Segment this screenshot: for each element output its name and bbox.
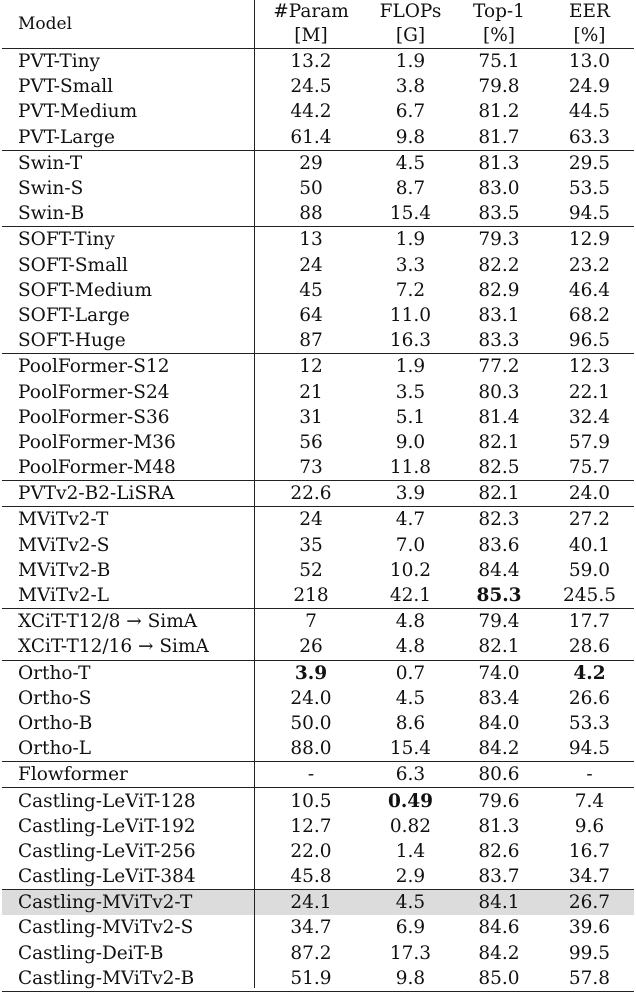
cell-params: 13 <box>254 227 368 253</box>
cell-params: - <box>254 762 368 788</box>
cell-params: 87.2 <box>290 942 332 964</box>
table-row <box>2 711 634 736</box>
table-row <box>2 864 634 890</box>
cell-flops: 7.2 <box>395 279 426 301</box>
cell-eer: 96.5 <box>568 330 611 352</box>
cell-params: 34.7 <box>290 917 332 939</box>
cell-top1: 84.1 <box>453 890 545 916</box>
table-row <box>2 941 634 966</box>
cell-model: MViTv2-S <box>18 534 110 556</box>
cell-params: 64 <box>299 304 323 326</box>
cell-eer: 63.3 <box>568 126 611 148</box>
cell-model: MViTv2-T <box>2 507 254 533</box>
cell-flops: 17.3 <box>389 942 432 964</box>
cell-eer: 24.9 <box>568 76 611 98</box>
table-row <box>2 839 634 864</box>
cell-flops: 3.3 <box>395 254 426 276</box>
cell-eer: 94.5 <box>568 738 611 760</box>
header-top1-label: Top-1 <box>473 1 525 22</box>
cell-params: 24.0 <box>290 687 332 709</box>
cell-params: 3.9 <box>254 660 368 686</box>
cell-eer: 39.6 <box>568 917 611 939</box>
cell-params: 61.4 <box>290 126 332 148</box>
cell-params: 88.0 <box>290 738 332 760</box>
cell-model: PoolFormer-S36 <box>18 406 170 428</box>
table-row <box>2 278 634 303</box>
cell-flops: 15.4 <box>389 738 432 760</box>
cell-flops: 11.0 <box>389 304 432 326</box>
cell-model: PoolFormer-M36 <box>18 431 176 453</box>
cell-flops: 10.2 <box>389 559 432 581</box>
cell-flops: 0.82 <box>389 815 432 837</box>
cell-top1: 84.0 <box>478 712 520 734</box>
cell-model: PVT-Large <box>18 126 115 148</box>
cell-model: SOFT-Huge <box>18 330 126 352</box>
cell-model: PoolFormer-M48 <box>18 457 176 479</box>
header-params-label: #Param <box>273 1 349 22</box>
cell-params: 35 <box>299 534 323 556</box>
cell-top1: 83.7 <box>478 866 520 888</box>
column-divider-model <box>254 0 255 988</box>
cell-model: Ortho-S <box>18 687 92 709</box>
cell-params: 44.2 <box>290 101 332 123</box>
cell-params: 29 <box>254 150 368 176</box>
header-eer <box>545 0 634 49</box>
cell-model: SOFT-Small <box>18 254 128 276</box>
cell-flops: 2.9 <box>395 866 426 888</box>
table-row <box>2 379 634 404</box>
cell-top1: 81.3 <box>478 815 520 837</box>
cell-eer: 53.3 <box>568 712 611 734</box>
table-row <box>2 405 634 430</box>
cell-flops: 4.5 <box>395 687 426 709</box>
cell-model: Castling-MViTv2-S <box>18 917 194 939</box>
header-row <box>2 0 634 49</box>
cell-eer: 12.9 <box>545 227 634 253</box>
table-row <box>2 634 634 660</box>
cell-model: SOFT-Medium <box>18 279 152 301</box>
cell-top1: 77.2 <box>453 354 545 380</box>
cell-params: 12.7 <box>290 815 332 837</box>
cell-flops: 0.49 <box>368 788 453 814</box>
cell-eer: 44.5 <box>568 101 611 123</box>
cell-model: Castling-DeiT-B <box>18 942 164 964</box>
table-row <box>2 609 634 635</box>
cell-params: 24 <box>299 254 323 276</box>
table-row <box>2 507 634 533</box>
cell-eer: 26.6 <box>568 687 611 709</box>
cell-top1: 80.3 <box>478 381 520 403</box>
cell-model: Castling-LeViT-128 <box>2 788 254 814</box>
cell-model: PVT-Medium <box>18 101 138 123</box>
cell-top1: 82.1 <box>478 636 520 658</box>
table-row <box>2 915 634 940</box>
cell-flops: 11.8 <box>389 457 432 479</box>
cell-model: Swin-B <box>18 203 85 225</box>
cell-eer: 29.5 <box>545 150 634 176</box>
cell-flops: 9.0 <box>395 431 426 453</box>
cell-params: 88 <box>299 203 323 225</box>
cell-eer: - <box>545 762 634 788</box>
cell-params: 10.5 <box>254 788 368 814</box>
cell-params: 22.6 <box>254 481 368 507</box>
cell-eer: 13.0 <box>545 49 634 75</box>
cell-flops: 4.7 <box>368 507 453 533</box>
cell-top1: 85.0 <box>453 966 545 992</box>
cell-eer: 9.6 <box>574 815 605 837</box>
cell-params: 51.9 <box>254 966 368 992</box>
cell-top1: 84.4 <box>478 559 520 581</box>
cell-model: PVT-Tiny <box>2 49 254 75</box>
cell-top1: 81.2 <box>478 101 520 123</box>
cell-top1: 83.0 <box>478 178 520 200</box>
cell-top1: 82.3 <box>453 507 545 533</box>
cell-flops: 1.9 <box>368 49 453 75</box>
cell-model: SOFT-Tiny <box>2 227 254 253</box>
header-flops-label: FLOPs <box>379 1 442 22</box>
cell-top1: 81.3 <box>453 150 545 176</box>
cell-eer: 57.9 <box>568 431 611 453</box>
table-row <box>2 125 634 151</box>
header-top1 <box>453 0 545 49</box>
cell-flops: 8.6 <box>395 712 426 734</box>
cell-eer: 99.5 <box>568 942 611 964</box>
cell-top1: 82.5 <box>478 457 520 479</box>
table-row <box>2 558 634 583</box>
cell-top1: 79.3 <box>453 227 545 253</box>
cell-model: PoolFormer-S12 <box>2 354 254 380</box>
table-body <box>2 49 634 992</box>
cell-eer: 26.7 <box>545 890 634 916</box>
cell-flops: 7.0 <box>395 534 426 556</box>
cell-flops: 6.9 <box>395 917 426 939</box>
header-params-unit: [M] <box>294 25 328 46</box>
cell-top1: 83.6 <box>478 534 520 556</box>
table-row <box>2 533 634 558</box>
table-row <box>2 814 634 839</box>
cell-top1: 79.8 <box>478 76 520 98</box>
cell-top1: 84.2 <box>478 942 520 964</box>
cell-eer: 245.5 <box>563 585 616 607</box>
cell-params: 24.5 <box>290 76 332 98</box>
cell-model: Castling-LeViT-384 <box>18 866 196 888</box>
results-table <box>2 0 634 992</box>
table-row <box>2 176 634 201</box>
cell-model: MViTv2-L <box>18 585 109 607</box>
cell-params: 218 <box>293 585 329 607</box>
cell-eer: 7.4 <box>545 788 634 814</box>
cell-model: XCiT-T12/8 → SimA <box>2 609 254 635</box>
cell-top1: 82.2 <box>478 254 520 276</box>
cell-eer: 28.6 <box>568 636 611 658</box>
cell-params: 45.8 <box>290 866 332 888</box>
header-top1-unit: [%] <box>482 25 515 46</box>
table-row <box>2 201 634 227</box>
cell-model: SOFT-Large <box>18 304 130 326</box>
cell-top1: 82.1 <box>453 481 545 507</box>
cell-eer: 17.7 <box>545 609 634 635</box>
cell-top1: 83.5 <box>478 203 520 225</box>
table-row <box>2 74 634 99</box>
cell-params: 50 <box>299 178 323 200</box>
table-row <box>2 430 634 455</box>
cell-params: 12 <box>254 354 368 380</box>
table-row <box>2 253 634 278</box>
cell-top1: 82.6 <box>478 840 520 862</box>
cell-top1: 81.7 <box>478 126 520 148</box>
cell-params: 26 <box>299 636 323 658</box>
cell-flops: 3.8 <box>395 76 426 98</box>
cell-eer: 94.5 <box>568 203 611 225</box>
cell-flops: 4.8 <box>395 636 426 658</box>
cell-flops: 4.5 <box>368 150 453 176</box>
cell-flops: 4.8 <box>368 609 453 635</box>
cell-top1: 81.4 <box>478 406 520 428</box>
cell-top1: 74.0 <box>453 660 545 686</box>
header-params <box>254 0 368 49</box>
cell-top1: 85.3 <box>476 585 522 607</box>
cell-eer: 27.2 <box>545 507 634 533</box>
cell-top1: 82.9 <box>478 279 520 301</box>
cell-eer: 12.3 <box>545 354 634 380</box>
header-model: Model <box>2 0 254 49</box>
table-row <box>2 328 634 354</box>
table-row <box>2 99 634 124</box>
cell-model: Castling-LeViT-192 <box>18 815 196 837</box>
cell-params: 50.0 <box>290 712 332 734</box>
cell-eer: 68.2 <box>568 304 611 326</box>
cell-top1: 84.2 <box>478 738 520 760</box>
cell-params: 31 <box>299 406 323 428</box>
cell-params: 21 <box>299 381 323 403</box>
cell-flops: 9.8 <box>395 126 426 148</box>
cell-flops: 1.9 <box>368 227 453 253</box>
cell-params: 7 <box>254 609 368 635</box>
cell-flops: 42.1 <box>389 585 432 607</box>
cell-eer: 40.1 <box>568 534 611 556</box>
cell-eer: 57.8 <box>545 966 634 992</box>
cell-top1: 82.1 <box>478 431 520 453</box>
header-flops <box>368 0 453 49</box>
cell-flops: 4.5 <box>368 890 453 916</box>
cell-eer: 32.4 <box>568 406 611 428</box>
cell-model: PVTv2-B2-LiSRA <box>2 481 254 507</box>
cell-model: Swin-S <box>18 178 84 200</box>
table-row <box>2 49 634 75</box>
cell-params: 56 <box>299 431 323 453</box>
table-row <box>2 788 634 814</box>
cell-eer: 24.0 <box>545 481 634 507</box>
cell-flops: 3.9 <box>368 481 453 507</box>
cell-eer: 34.7 <box>568 866 611 888</box>
cell-model: XCiT-T12/16 → SimA <box>18 636 209 658</box>
table-row <box>2 890 634 916</box>
cell-flops: 6.7 <box>395 101 426 123</box>
cell-params: 24.1 <box>254 890 368 916</box>
cell-top1: 79.4 <box>453 609 545 635</box>
table-row <box>2 227 634 253</box>
cell-flops: 6.3 <box>368 762 453 788</box>
cell-params: 52 <box>299 559 323 581</box>
cell-params: 45 <box>299 279 323 301</box>
cell-top1: 83.4 <box>478 687 520 709</box>
header-eer-unit: [%] <box>573 25 606 46</box>
cell-eer: 75.7 <box>568 457 611 479</box>
cell-model: MViTv2-B <box>18 559 111 581</box>
cell-model: PoolFormer-S24 <box>18 381 170 403</box>
cell-flops: 1.4 <box>395 840 426 862</box>
cell-top1: 83.3 <box>478 330 520 352</box>
table-row <box>2 303 634 328</box>
cell-top1: 79.6 <box>453 788 545 814</box>
cell-top1: 80.6 <box>453 762 545 788</box>
cell-flops: 3.5 <box>395 381 426 403</box>
cell-eer: 53.5 <box>568 178 611 200</box>
cell-model: PVT-Small <box>18 76 114 98</box>
table-header <box>2 0 634 49</box>
table-row <box>2 686 634 711</box>
cell-model: Ortho-T <box>2 660 254 686</box>
cell-top1: 84.6 <box>478 917 520 939</box>
cell-flops: 1.9 <box>368 354 453 380</box>
cell-flops: 5.1 <box>395 406 426 428</box>
table-row <box>2 455 634 481</box>
cell-model: Swin-T <box>2 150 254 176</box>
cell-model: Ortho-B <box>18 712 93 734</box>
table-row <box>2 660 634 686</box>
cell-model: Flowformer <box>2 762 254 788</box>
table-row <box>2 481 634 507</box>
header-eer-label: EER <box>569 1 610 22</box>
cell-eer: 4.2 <box>545 660 634 686</box>
cell-flops: 16.3 <box>389 330 432 352</box>
table-row <box>2 583 634 609</box>
cell-params: 13.2 <box>254 49 368 75</box>
cell-params: 87 <box>299 330 323 352</box>
table-row <box>2 762 634 788</box>
cell-eer: 59.0 <box>568 559 611 581</box>
cell-params: 24 <box>254 507 368 533</box>
table-row <box>2 736 634 762</box>
cell-model: Castling-MViTv2-B <box>2 966 254 992</box>
table-row <box>2 150 634 176</box>
cell-flops: 8.7 <box>395 178 426 200</box>
cell-flops: 0.7 <box>368 660 453 686</box>
cell-flops: 15.4 <box>389 203 432 225</box>
cell-model: Castling-LeViT-256 <box>18 840 196 862</box>
cell-model: Ortho-L <box>18 738 92 760</box>
cell-eer: 16.7 <box>568 840 611 862</box>
cell-flops: 9.8 <box>368 966 453 992</box>
cell-eer: 22.1 <box>568 381 611 403</box>
table-row <box>2 354 634 380</box>
cell-top1: 83.1 <box>478 304 520 326</box>
cell-top1: 75.1 <box>453 49 545 75</box>
cell-params: 22.0 <box>290 840 332 862</box>
cell-eer: 23.2 <box>568 254 611 276</box>
cell-params: 73 <box>299 457 323 479</box>
cell-model: Castling-MViTv2-T <box>2 890 254 916</box>
header-flops-unit: [G] <box>395 25 426 46</box>
cell-eer: 46.4 <box>568 279 611 301</box>
